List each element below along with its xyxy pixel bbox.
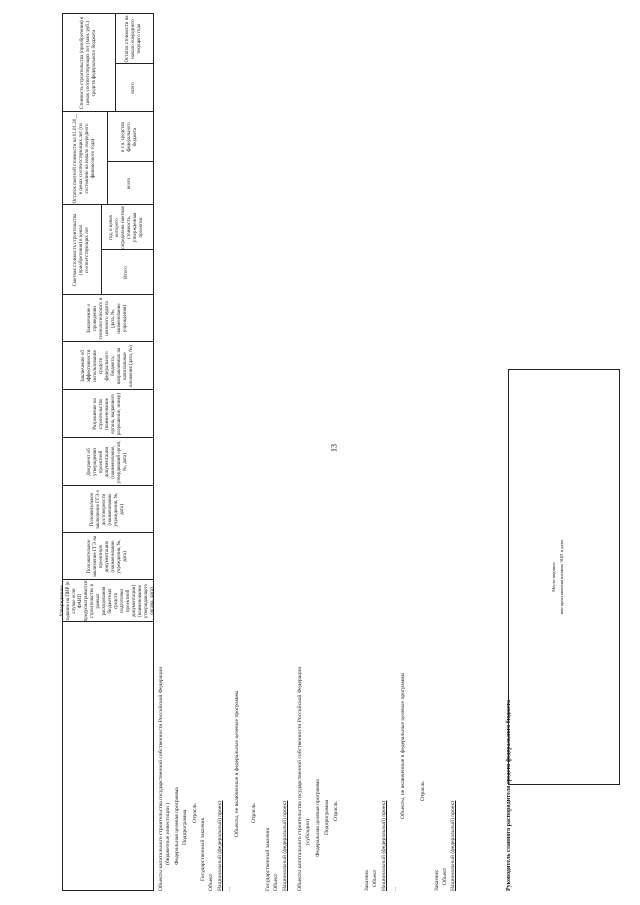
section2-otrasl: Отрасль xyxy=(333,801,339,821)
header-cell-smeta-total: Итого xyxy=(124,266,129,279)
header-cell-gge: Положительное заключение ГГЭ на проектную документацию (наименование учреждения, №, дата) xyxy=(87,535,128,578)
header-cell-audit: Заключение о проведении технологического и ценового аудита (дата, №, наименование учреждения) xyxy=(87,297,128,340)
header-cell-pir: Утвержденное задание на ПИР (в случае если ФАИП предусматривается строительство в рамках расходования бюджетных средств подготовки проектной документации) (наименование утверждающего органа, дата) xyxy=(60,580,155,622)
header-cell-cost-total: всего xyxy=(131,82,136,94)
section2-obekt: Объект xyxy=(372,869,378,887)
section2-podprogramma: Подпрограмма xyxy=(324,799,330,835)
header-cell-smeta: Сметная стоимость строительства (приобретения) в ценах соответствующих лет xyxy=(73,213,90,287)
section2-zakazchik2: Заказчик xyxy=(434,869,440,891)
section1-fcp: Федеральная целевая программа xyxy=(174,787,180,865)
section1-natproekt2: Национальный (федеральный) проект xyxy=(282,800,288,891)
header-table xyxy=(62,13,154,891)
header-cell-smeta-year: год, в ценах которого определена сметная стоимость, утвержденная проектом xyxy=(109,206,144,249)
signature-ecp-label: или проставления штампа ЭЦП и даты xyxy=(559,539,565,615)
section1-otrasl2: Отрасль xyxy=(251,803,257,823)
section2-vne-fcp: Объекты, не включенные в федеральные целевые программы xyxy=(400,672,406,819)
section1-otrasl: Отрасль xyxy=(192,803,198,823)
header-cell-gge-reliability: Положительное заключение ГГЭ о достоверности (наименование учреждения, №, дата) xyxy=(90,489,125,530)
section1-subtitle: (бюджетные инвестиции ) xyxy=(165,802,171,865)
signature-box[interactable] xyxy=(508,369,620,785)
header-cell-cost-remaining: Остаток стоимости на начало очередного текущего года xyxy=(125,15,142,63)
section2-title: Объекты капитального строительства государственной собственности Российской Федерации xyxy=(297,666,303,891)
section1-obekt2: Объект xyxy=(273,873,279,891)
section2-zakazchik: Заказчик xyxy=(364,869,370,891)
header-cell-remaining-total: всего xyxy=(127,177,132,190)
header-cell-remaining: Остаток сметной стоимости на 01.01.20__ в ценах соответствующих лет (по состоянию на начало очередного финансового года) xyxy=(73,113,96,204)
header-cell-cost: Стоимость строительства (приобретения) в ценах соответствующих лет (млн. руб.) средств федерального бюджета xyxy=(80,16,97,110)
header-cell-approval: Документ об утверждении проектной документации (наименование, утвердивший орган, №, дата) xyxy=(87,440,128,484)
section2-otrasl2: Отрасль xyxy=(420,781,426,801)
section2-fcp: Федеральная целевая программа xyxy=(315,779,321,857)
header-cell-efficiency: Заключение об эффективности использования средств федерального бюджета, направляемых на капитальные вложения (дата, №) xyxy=(81,345,134,387)
section2-obekt2: Объект xyxy=(442,867,448,885)
section1-title: Объекты капитального строительства государственной собственности Российской Федерации xyxy=(158,666,164,891)
rukovoditel-label: Руководитель главного распорядителя средств федерального бюджета xyxy=(506,700,512,891)
section1-zakazchik2: Государственный заказчик xyxy=(265,827,271,891)
section2-natproekt: Национальный (федеральный) проект xyxy=(381,800,387,891)
section1-natproekt: Национальный (федеральный) проект xyxy=(217,800,223,891)
header-cell-permit: Разрешение на строительство (наименование органа, выдавшего разрешение, номер) xyxy=(93,392,122,436)
section1-podprogramma: Подпрограмма xyxy=(182,809,188,845)
section1-vne-fcp: Объекты, не включенные в федеральные целевые программы xyxy=(234,690,240,837)
section1-dots: ... xyxy=(226,886,232,891)
section1-zakazchik: Государственный заказчик xyxy=(200,817,206,881)
section2-subtitle: (субсидии) xyxy=(305,818,311,845)
section2-natproekt2: Национальный (федеральный) проект xyxy=(450,800,456,891)
header-cell-remaining-federal: в т.ч. средства федерального бюджета xyxy=(121,121,138,153)
page-number: 13 xyxy=(329,444,339,452)
section1-obekt: Объект xyxy=(208,873,214,891)
header-cell-name xyxy=(63,622,153,890)
section2-dots: ... xyxy=(392,886,398,891)
signature-place-label: Место подписи xyxy=(551,562,557,592)
